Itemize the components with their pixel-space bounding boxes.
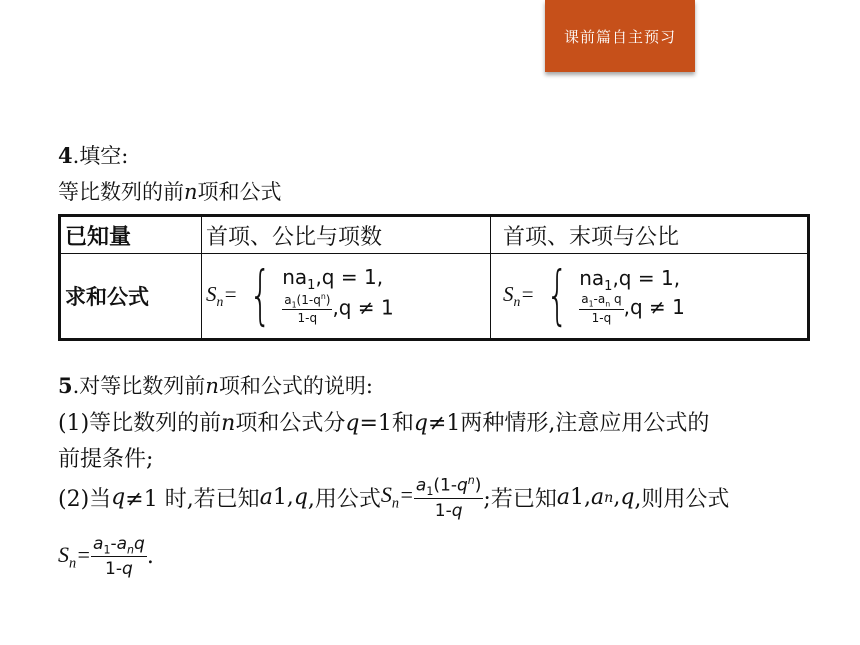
cell-first-ratio-count: 首项、公比与项数 — [202, 216, 491, 254]
cell-first-last-ratio: 首项、末项与公比 — [491, 216, 809, 254]
table-row — [60, 254, 809, 340]
fraction-1: $\frac{a_1(1-q^n)}{1-q}$ — [415, 474, 482, 522]
section-tag: 课前篇自主预习 — [545, 0, 695, 72]
item4-intro: 等比数列的前n项和公式 — [58, 180, 282, 204]
item5-formula-2: $S_n=$ $\frac{a_1-a_nq}{1-q}$ . — [58, 534, 154, 580]
label-known: 已知量 — [60, 216, 202, 254]
item4-heading: 4.填空: — [58, 143, 129, 168]
item5-para1: (1)等比数列的前n项和公式分q=1和q≠1两种情形,注意应用公式的 — [58, 411, 710, 436]
fraction-2: $\frac{a_1-a_nq}{1-q}$ — [93, 534, 145, 580]
formula-cell-1: $S_n=$ { $na_1,q = 1$, $\frac{a_1(1-q^n)}{1-q}$ ,q ≠ 1 — [202, 254, 491, 340]
item5-para2: (2)当 q ≠1 时,若已知 a 1, q ,用公式 $S_n=$ $\frac{a_1(1-q^n)}{1-q}$ ;若已知 a 1, a n , q ,则用公式 — [58, 474, 730, 522]
item5-heading: 5.对等比数列前n项和公式的说明: — [58, 373, 373, 398]
table-row — [60, 216, 809, 254]
label-sum-formula: 求和公式 — [60, 254, 202, 340]
formula-table — [58, 214, 810, 341]
item5-para1-line2: 前提条件; — [58, 447, 154, 472]
formula-cell-2: $S_n=$ { $na_1,q = 1$, $\frac{a_1-a_n q}{1-q}$ ,q ≠ 1 — [491, 254, 809, 340]
